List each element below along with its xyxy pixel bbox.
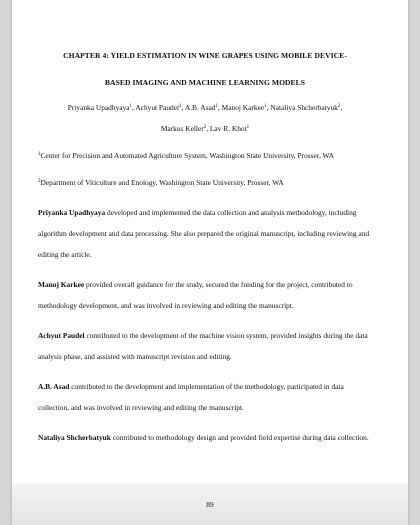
affiliation-text: Department of Viticulture and Enology, Washington State University, Prosser, WA bbox=[40, 178, 284, 187]
contribution-text: developed and implemented the data collection and analysis methodology, including algorithm development and data processing. She also prepared the original manuscript, including reviewing and editing the article. bbox=[38, 208, 370, 259]
affiliation-1 bbox=[38, 145, 372, 166]
author-name: Priyanka Upadhyaya bbox=[67, 103, 130, 112]
contribution-paragraph bbox=[38, 427, 372, 448]
author-affiliation-mark: 1 bbox=[246, 125, 250, 130]
author-affiliation-mark: 2 bbox=[203, 125, 207, 130]
contribution-text: contributed to the development of the machine vision system, provided insights during the data analysis phase, and assisted with manuscript revision and editing. bbox=[38, 331, 368, 361]
affiliation-number: 1 bbox=[38, 152, 41, 157]
affiliation-2 bbox=[38, 172, 372, 193]
affiliation-text: Center for Precision and Automated Agriculture System, Washington State University, Prosser, WA bbox=[40, 151, 335, 160]
author-name: A.B. Asad bbox=[184, 103, 216, 112]
chapter-title-line-1: CHAPTER 4: YIELD ESTIMATION IN WINE GRAPES USING MOBILE DEVICE- bbox=[63, 51, 347, 60]
contributor-name: Nataliya Shcherbatyuk bbox=[38, 433, 111, 442]
author-name: Markus Keller bbox=[160, 124, 204, 133]
contribution-paragraph bbox=[38, 202, 372, 265]
author-list bbox=[38, 97, 372, 139]
contributor-name: Achyut Paudel bbox=[38, 331, 85, 340]
author-line-1: Priyanka Upadhyaya$^1$, Achyut Paudel$^1$, A.B. Asad$^1$, Manoj Karkee$^1$, Nataliya Shcherbatyuk$^2$, bbox=[67, 103, 343, 112]
contribution-text: contributed to methodology design and provided field expertise during data collection. bbox=[110, 433, 369, 442]
page-content bbox=[38, 42, 372, 455]
contributor-name: A.B. Asad bbox=[38, 382, 70, 391]
chapter-title bbox=[38, 42, 372, 96]
author-affiliation-mark: 1 bbox=[179, 104, 182, 109]
contributor-name: Priyanka Upadhyaya bbox=[38, 208, 106, 217]
author-name: Nataliya Shcherbatyuk bbox=[270, 103, 338, 112]
author-affiliation-mark: 1 bbox=[264, 104, 267, 109]
contribution-text: contributed to the development and implementation of the methodology, participated in data collection, and was involved in reviewing and editing the manuscript. bbox=[38, 382, 344, 412]
author-affiliation-mark: 2 bbox=[337, 104, 341, 109]
contribution-paragraph bbox=[38, 376, 372, 418]
affiliation-number: 2 bbox=[38, 179, 41, 184]
contribution-text: provided overall guidance for the study, secured the funding for the project, contributed to methodology development, and was involved in reviewing and editing the manuscript. bbox=[38, 280, 353, 310]
author-affiliation-mark: 1 bbox=[129, 104, 133, 109]
author-affiliation-mark: 1 bbox=[215, 104, 218, 109]
contribution-paragraph bbox=[38, 325, 372, 367]
page-number: 89 bbox=[206, 500, 214, 509]
chapter-title-line-2: BASED IMAGING AND MACHINE LEARNING MODELS bbox=[104, 78, 306, 87]
contribution-paragraph bbox=[38, 274, 372, 316]
author-line-2: Markus Keller$^2$, Lav R. Khot$^1$ bbox=[160, 124, 250, 133]
author-name: Achyut Paudel bbox=[135, 103, 180, 112]
author-name: Lav R. Khot bbox=[209, 124, 247, 133]
author-name: Manoj Karkee bbox=[221, 103, 265, 112]
contributor-name: Manoj Karkee bbox=[38, 280, 85, 289]
